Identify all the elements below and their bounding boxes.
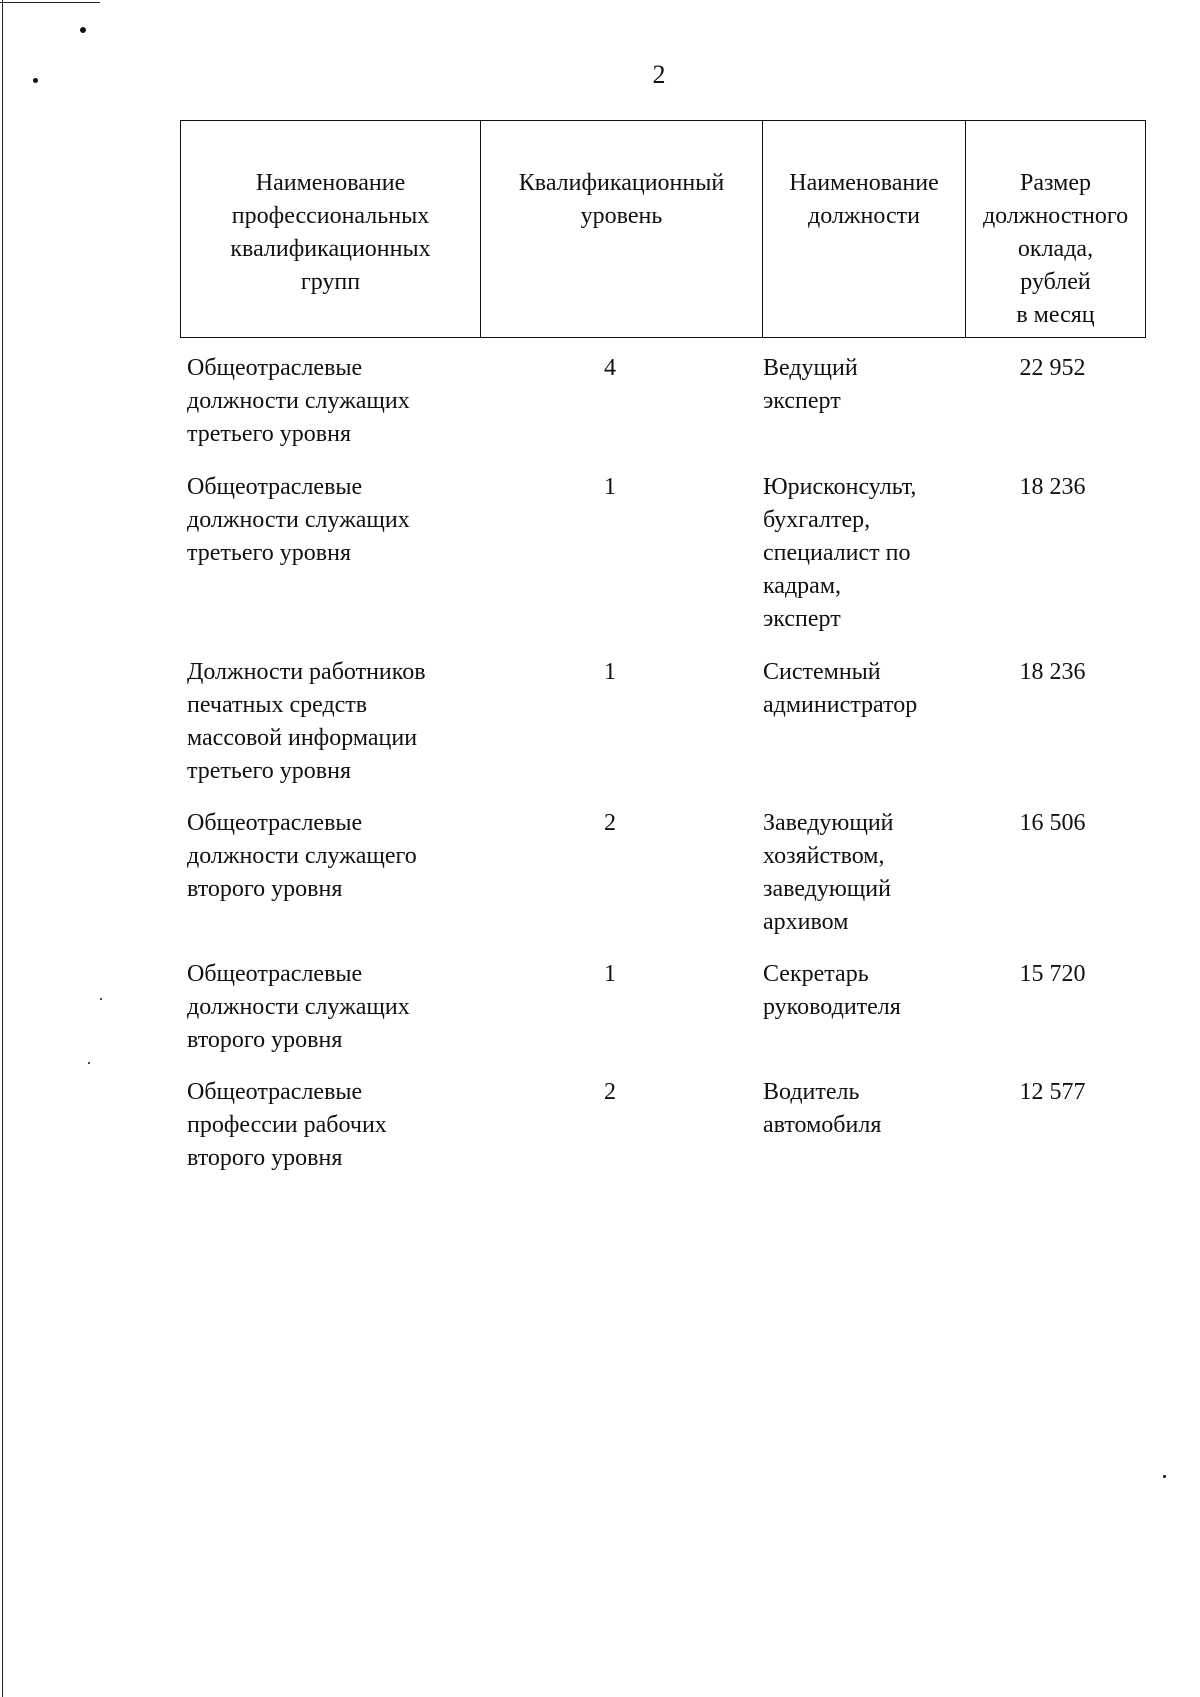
cell-salary: 18 236 bbox=[1019, 474, 1086, 500]
cell-group-name bbox=[187, 656, 477, 788]
cell-line: специалист по bbox=[763, 540, 911, 566]
cell-line: Заведующий bbox=[763, 810, 894, 836]
cell-salary: 18 236 bbox=[1019, 659, 1086, 685]
cell-line: профессии рабочих bbox=[187, 1112, 387, 1138]
page-number: 2 bbox=[652, 60, 666, 89]
header-line: должности bbox=[808, 203, 920, 229]
header-line: Квалификационный bbox=[518, 170, 725, 196]
cell-line: Юрисконсульт, bbox=[763, 474, 917, 500]
cell-position bbox=[763, 807, 963, 939]
cell-line: хозяйством, bbox=[763, 843, 885, 869]
cell-line: третьего уровня bbox=[187, 421, 351, 447]
cell-position bbox=[763, 656, 963, 722]
cell-line: должности служащих bbox=[187, 507, 410, 533]
cell-line: кадрам, bbox=[763, 573, 841, 599]
scan-speck bbox=[80, 27, 86, 33]
cell-position bbox=[763, 958, 963, 1024]
header-qualification-level bbox=[481, 121, 763, 338]
scan-edge-left bbox=[2, 0, 3, 1697]
cell-salary: 16 506 bbox=[1019, 810, 1086, 836]
cell-line: руководителя bbox=[763, 994, 901, 1020]
cell-line: второго уровня bbox=[187, 1145, 343, 1171]
cell-line: эксперт bbox=[763, 606, 841, 632]
cell-position bbox=[763, 352, 963, 418]
header-line: оклада, bbox=[1017, 236, 1094, 262]
cell-level: 4 bbox=[604, 355, 616, 381]
header-position-name bbox=[763, 121, 966, 338]
cell-salary: 15 720 bbox=[1019, 961, 1086, 987]
header-line: профессиональных bbox=[231, 203, 430, 229]
scan-edge-top bbox=[0, 2, 100, 3]
cell-group-name bbox=[187, 471, 477, 570]
cell-line: эксперт bbox=[763, 388, 841, 414]
cell-line: Общеотраслевые bbox=[187, 810, 363, 836]
cell-line: заведующий bbox=[763, 876, 891, 902]
cell-line: второго уровня bbox=[187, 1027, 343, 1053]
cell-line: Общеотраслевые bbox=[187, 961, 363, 987]
header-group-name bbox=[181, 121, 481, 338]
scan-speck bbox=[100, 998, 102, 1000]
cell-line: архивом bbox=[763, 909, 849, 935]
header-line: в месяц bbox=[1016, 302, 1095, 328]
cell-line: автомобиля bbox=[763, 1112, 882, 1138]
cell-position bbox=[763, 1076, 963, 1142]
header-salary bbox=[966, 121, 1146, 338]
header-line: групп bbox=[300, 269, 361, 295]
cell-group-name bbox=[187, 807, 477, 906]
cell-line: должности служащих bbox=[187, 388, 410, 414]
cell-line: Должности работников bbox=[187, 659, 426, 685]
scan-speck bbox=[1163, 1475, 1166, 1478]
cell-line: Общеотраслевые bbox=[187, 1079, 363, 1105]
cell-group-name bbox=[187, 958, 477, 1057]
scan-speck bbox=[88, 1062, 90, 1064]
cell-level: 2 bbox=[604, 1079, 616, 1105]
cell-line: печатных средств bbox=[187, 692, 368, 718]
cell-line: Секретарь bbox=[763, 961, 869, 987]
cell-line: третьего уровня bbox=[187, 758, 351, 784]
cell-line: должности служащих bbox=[187, 994, 410, 1020]
header-line: Наименование bbox=[789, 170, 939, 196]
cell-position bbox=[763, 471, 963, 636]
cell-line: Ведущий bbox=[763, 355, 858, 381]
cell-line: массовой информации bbox=[187, 725, 418, 751]
cell-line: должности служащего bbox=[187, 843, 417, 869]
cell-line: Общеотраслевые bbox=[187, 355, 363, 381]
header-line: квалификационных bbox=[230, 236, 431, 262]
cell-line: Общеотраслевые bbox=[187, 474, 363, 500]
header-line: Наименование bbox=[255, 170, 406, 196]
header-line: рублей bbox=[1020, 269, 1091, 295]
header-line: уровень bbox=[580, 203, 663, 229]
cell-salary: 22 952 bbox=[1019, 355, 1086, 381]
header-line: Размер bbox=[1020, 170, 1091, 196]
cell-level: 1 bbox=[604, 474, 616, 500]
cell-group-name bbox=[187, 1076, 477, 1175]
cell-line: Системный bbox=[763, 659, 881, 685]
cell-level: 1 bbox=[604, 961, 616, 987]
cell-line: Водитель bbox=[763, 1079, 860, 1105]
cell-line: третьего уровня bbox=[187, 540, 351, 566]
cell-line: бухгалтер, bbox=[763, 507, 871, 533]
table-header bbox=[180, 120, 1146, 338]
header-line: должностного bbox=[982, 203, 1129, 229]
cell-salary: 12 577 bbox=[1019, 1079, 1086, 1105]
cell-line: второго уровня bbox=[187, 876, 343, 902]
cell-level: 1 bbox=[604, 659, 616, 685]
cell-line: администратор bbox=[763, 692, 918, 718]
cell-level: 2 bbox=[604, 810, 616, 836]
cell-group-name bbox=[187, 352, 477, 451]
